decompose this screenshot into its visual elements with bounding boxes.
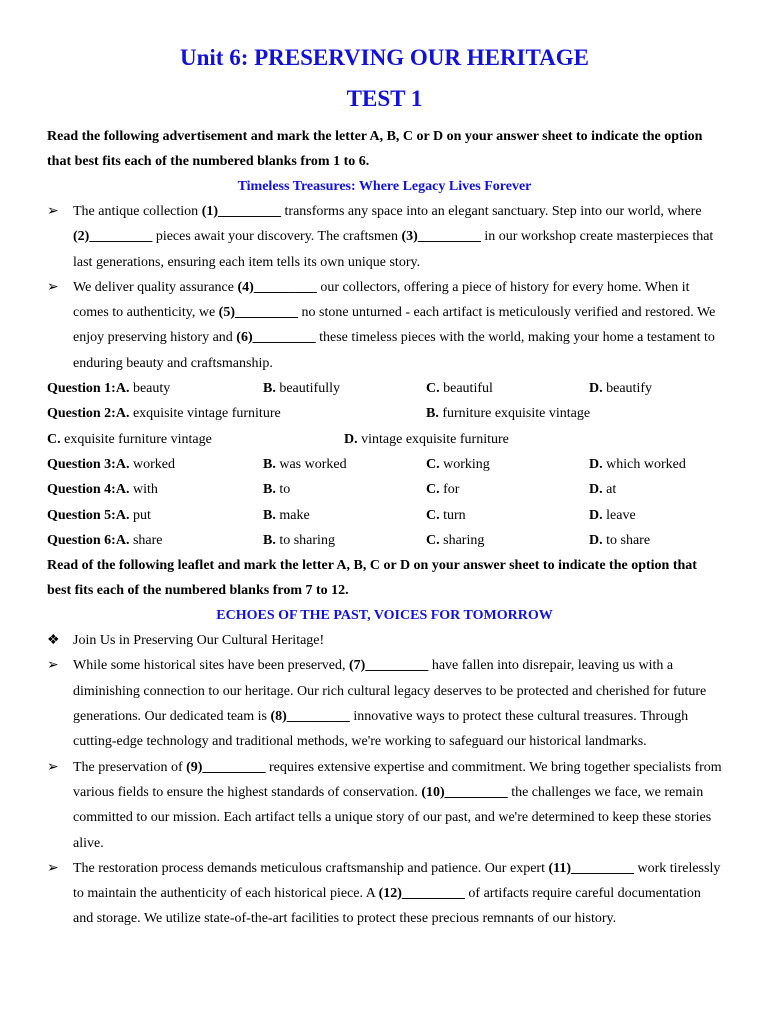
- test-title: TEST 1: [346, 86, 423, 111]
- blank-10: (10)_________: [421, 784, 508, 800]
- part2-join-line: ❖ Join Us in Preserving Our Cultural Heritage!: [47, 628, 722, 653]
- blank-2: (2)_________: [73, 229, 153, 245]
- part2-paragraph-2: ➢ The preservation of (9)_________ requires extensive expertise and commitment. We bring together specialists from various fields to ensure the highest standards of conservation. (10)_________ the challenges we face, we remain committed to our mission. Each artifact tells a unique story of our past, and we're determined to keep these stories alive.: [47, 755, 722, 856]
- arrow-bullet-icon: ➢: [47, 860, 59, 876]
- blank-8: (8)_________: [270, 709, 350, 725]
- unit-title: Unit 6: PRESERVING OUR HERITAGE: [180, 45, 589, 70]
- question-2: Question 2:A. exquisite vintage furniture B. furniture exquisite vintage: [47, 406, 591, 422]
- blank-3: (3)_________: [401, 229, 481, 245]
- part1-paragraph-2: ➢ We deliver quality assurance (4)_________ our collectors, offering a piece of history for every home. When it comes to authenticity, we (5)_________ no stone unturned - each artifact is meticulously verified and restored. We enjoy preserving history and (6)_________ these timeless pieces with the world, making your home a testament to enduring beauty and craftsmanship.: [47, 275, 722, 376]
- blank-6: (6)_________: [236, 330, 316, 346]
- part1-paragraph-1: ➢ The antique collection (1)_________ transforms any space into an elegant sanctuary. Step into our world, where (2)_________ pieces await your discovery. The craftsmen (3)_________ in our workshop create masterpieces that last generations, ensuring each item tells its own unique story.: [47, 199, 722, 275]
- blank-11: (11)_________: [548, 860, 635, 876]
- blank-5: (5)_________: [218, 305, 298, 321]
- part1-heading: Timeless Treasures: Where Legacy Lives Forever: [237, 179, 532, 194]
- arrow-bullet-icon: ➢: [47, 658, 59, 674]
- question-5: Question 5:A. put B. make C. turn D. leave: [47, 507, 636, 523]
- arrow-bullet-icon: ➢: [47, 279, 59, 295]
- part2-paragraph-3: ➢ The restoration process demands meticulous craftsmanship and patience. Our expert (11)_________ work tirelessly to maintain the authenticity of each historical piece. A (12)_________ of artifacts require careful documentation and storage. We utilize state-of-the-art facilities to protect these precious remnants of our history.: [47, 856, 722, 932]
- arrow-bullet-icon: ➢: [47, 204, 59, 219]
- question-2-row-2: C. exquisite furniture vintage D. vintage exquisite furniture: [47, 431, 509, 447]
- blank-4: (4)_________: [237, 279, 317, 295]
- blank-12: (12)_________: [378, 886, 465, 902]
- part2-heading: ECHOES OF THE PAST, VOICES FOR TOMORROW: [216, 608, 553, 624]
- arrow-bullet-icon: ➢: [47, 759, 59, 775]
- question-4: Question 4:A. with B. to C. for D. at: [47, 482, 617, 498]
- part2-instruction: Read of the following leaflet and mark the letter A, B, C or D on your answer sheet to indicate the option that best fits each of the numbered blanks from 7 to 12.: [47, 558, 697, 599]
- part1-instruction: Read the following advertisement and mark the letter A, B, C or D on your answer sheet to indicate the option that best fits each of the numbered blanks from 1 to 6.: [47, 129, 703, 169]
- question-3: Question 3:A. worked B. was worked C. working D. which worked: [47, 456, 686, 472]
- question-6: Question 6:A. share B. to sharing C. sharing D. to share: [47, 532, 651, 548]
- blank-9: (9)_________: [186, 759, 266, 775]
- blank-1: (1)_________: [201, 204, 282, 219]
- question-1: Question 1:A. beauty B. beautifully C. beautiful D. beautify: [47, 381, 652, 397]
- part2-paragraph-1: ➢ While some historical sites have been preserved, (7)_________ have fallen into disrepair, leaving us with a diminishing connection to our heritage. Our rich cultural legacy deserves to be protected and cherished for future generations. Our dedicated team is (8)_________ innovative ways to protect these cultural treasures. Through cutting-edge technology and traditional methods, we're working to safeguard our historical landmarks.: [47, 653, 722, 754]
- blank-7: (7)_________: [349, 658, 429, 674]
- diamond-bullet-icon: ❖: [47, 633, 60, 649]
